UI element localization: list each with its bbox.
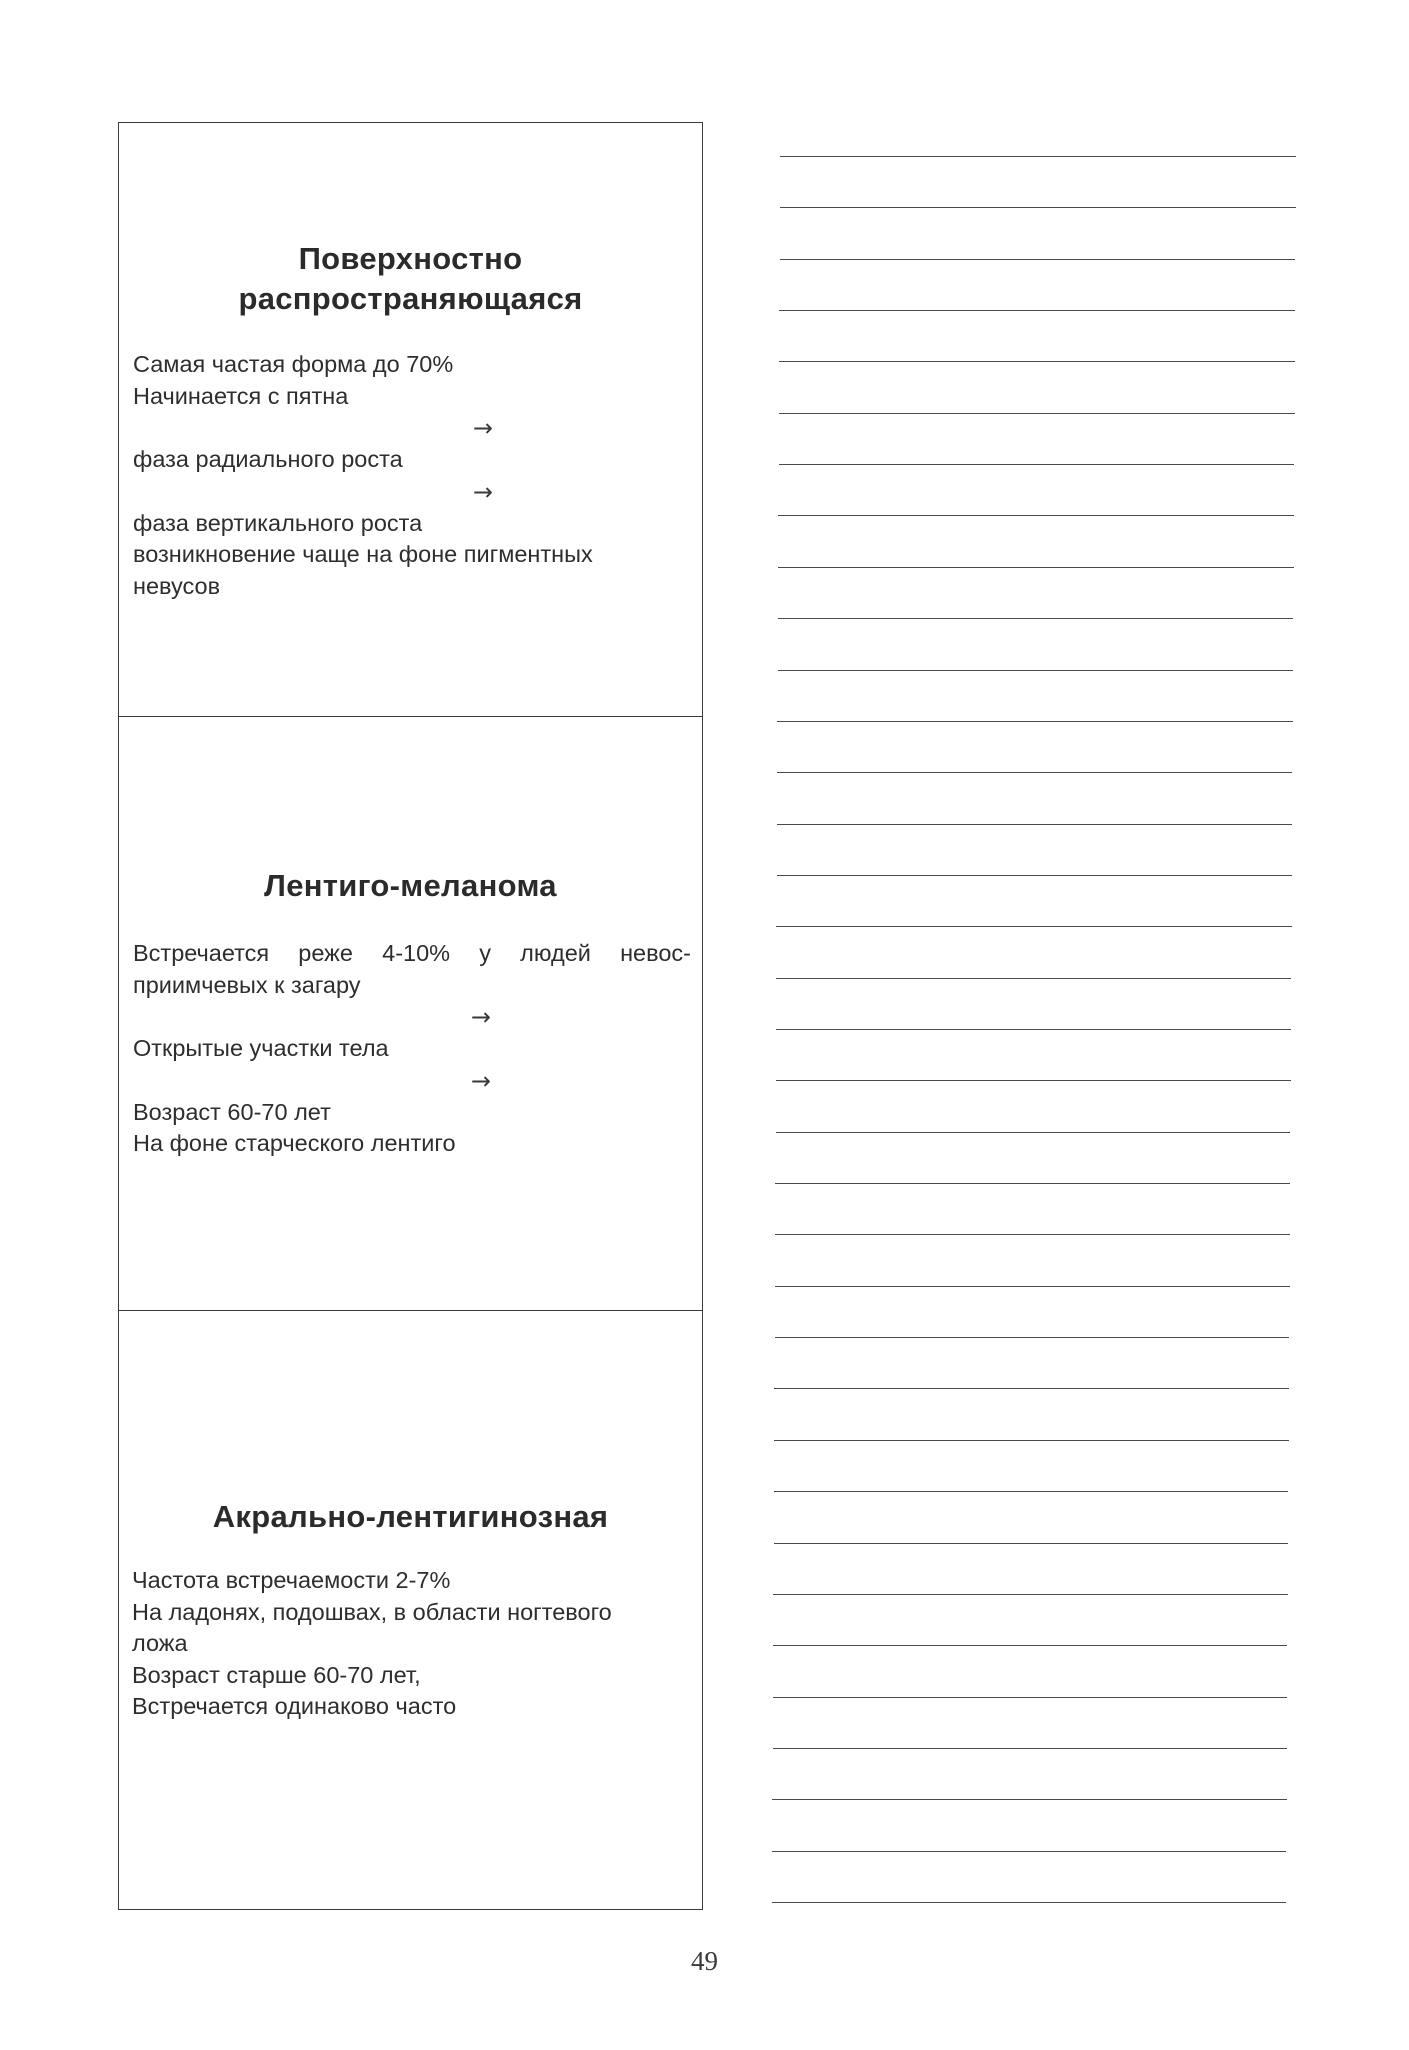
note-line (773, 1748, 1287, 1749)
note-line (774, 1491, 1288, 1492)
title-line: Акрально-лентигинозная (212, 1499, 609, 1534)
note-line (774, 1440, 1289, 1441)
note-line (776, 926, 1291, 927)
body-line: фаза вертикального роста (133, 509, 423, 536)
note-line (779, 464, 1295, 465)
body-line: Частота встречаемости 2-7% (132, 1567, 451, 1593)
note-line (777, 721, 1292, 722)
body-line: На ладонях, подошвах, в области ногтевого (132, 1598, 612, 1625)
body-line: Встречается одинаково часто (132, 1693, 457, 1719)
note-line (777, 824, 1292, 825)
section-title (119, 239, 702, 319)
note-line (773, 1697, 1287, 1698)
note-line (778, 618, 1293, 619)
note-line (773, 1645, 1287, 1646)
title-line: Лентиго-меланома (264, 868, 557, 903)
note-line (777, 772, 1292, 773)
section-body (133, 938, 691, 1160)
section-title (119, 1497, 702, 1537)
notes-lines-area (768, 0, 1308, 1910)
body-line: Самая частая форма до 70% (133, 351, 454, 377)
section-title (119, 866, 702, 906)
body-line: ложа (132, 1630, 188, 1656)
title-line: распространяющаяся (238, 281, 583, 316)
note-line (775, 1183, 1290, 1184)
note-line (775, 1337, 1290, 1338)
section-acral-lentiginous (119, 1311, 702, 1911)
right-arrow-icon: → (472, 414, 493, 442)
note-line (778, 567, 1294, 568)
note-line (779, 310, 1295, 311)
note-line (780, 207, 1296, 208)
body-line: фаза радиального роста (133, 446, 403, 472)
note-line (778, 515, 1294, 516)
note-line (778, 670, 1293, 671)
section-body (133, 349, 693, 602)
note-line (775, 1286, 1290, 1287)
title-line: Поверхностно (298, 241, 523, 276)
section-body (132, 1565, 692, 1723)
note-line (772, 1851, 1286, 1852)
body-line: возникновение чаще на фоне пигментных (133, 541, 593, 567)
note-line (772, 1902, 1286, 1903)
note-line (779, 413, 1295, 414)
note-line (773, 1594, 1287, 1595)
note-line (776, 1080, 1291, 1081)
body-line: Начинается с пятна (133, 382, 349, 409)
note-line (776, 1132, 1291, 1133)
section-lentigo-maligna (119, 717, 702, 1311)
note-line (775, 1234, 1290, 1235)
note-line (777, 875, 1292, 876)
note-line (774, 1388, 1289, 1389)
body-line: Встречается реже 4-10% у людей невос- (133, 940, 691, 966)
melanoma-forms-table (118, 122, 703, 1910)
note-line (776, 1029, 1291, 1030)
right-arrow-icon: → (470, 1066, 491, 1095)
note-line (774, 1543, 1288, 1544)
body-line: Возраст 60-70 лет (133, 1098, 331, 1125)
note-line (776, 978, 1291, 979)
body-line: приимчевых к загару (133, 971, 361, 998)
body-line: невусов (133, 572, 221, 599)
note-line (772, 1799, 1286, 1800)
right-arrow-icon: → (470, 1003, 491, 1031)
page-number: 49 (691, 1946, 718, 1976)
body-line: Открытые участки тела (133, 1035, 389, 1061)
body-line: На фоне старческого лентиго (133, 1130, 456, 1156)
note-line (780, 259, 1296, 260)
body-line: Возраст старше 60-70 лет, (132, 1661, 421, 1688)
right-arrow-icon: → (472, 477, 493, 506)
note-line (780, 156, 1296, 157)
section-superficial-spreading (119, 123, 702, 717)
note-line (779, 361, 1295, 362)
